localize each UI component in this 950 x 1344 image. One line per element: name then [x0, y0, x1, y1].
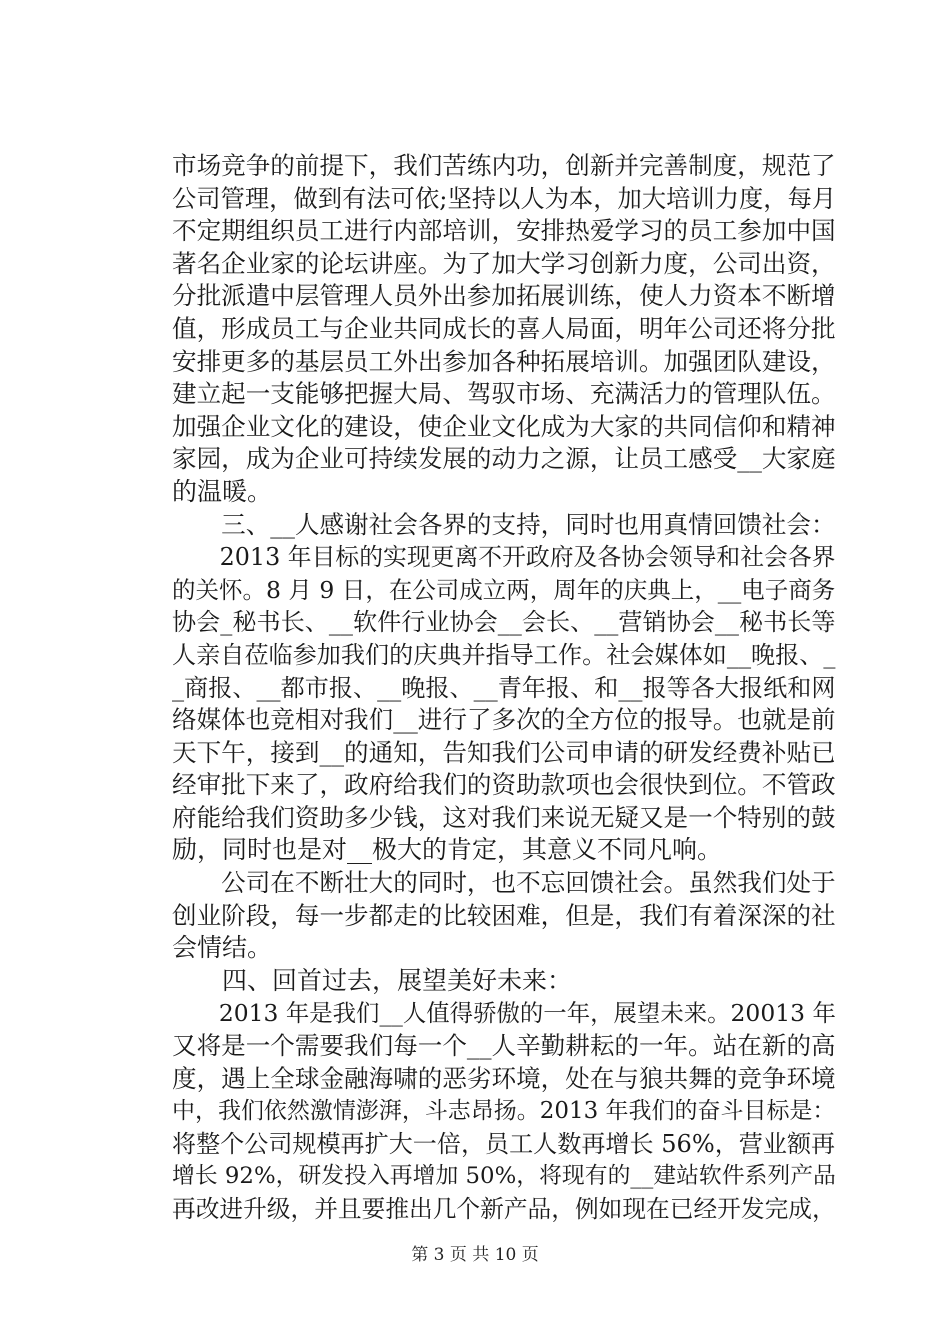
- text-line: 市场竞争的前提下，我们苦练内功，创新并完善制度，规范了: [172, 151, 836, 180]
- text-line: 将整个公司规模再扩大一倍，员工人数再增长 56%，营业额再: [172, 1129, 836, 1158]
- text-line: 家园，成为企业可持续发展的动力之源，让员工感受__大家庭: [172, 444, 836, 474]
- text-line: 励，同时也是对__极大的肯定，其意义不同凡响。: [172, 835, 723, 865]
- text-line: 会情结。: [172, 933, 273, 963]
- text-line: 再改进升级，并且要推出几个新产品，例如现在已经开发完成，: [172, 1195, 836, 1223]
- text-line: 安排更多的基层员工外出参加各种拓展培训。加强团队建设，: [172, 346, 836, 376]
- text-line: 经审批下来了，政府给我们的资助款项也会很快到位。不管政: [172, 770, 836, 800]
- text-line: 值，形成员工与企业共同成长的喜人局面，明年公司还将分批: [172, 313, 836, 343]
- text-line: 的关怀。8 月 9 日，在公司成立两，周年的庆典上，__电子商务: [172, 575, 836, 604]
- section-heading: 三、__人感谢社会各界的支持，同时也用真情回馈社会：: [172, 509, 836, 539]
- text-line: 人亲自莅临参加我们的庆典并指导工作。社会媒体如__晚报、_: [172, 640, 836, 669]
- text-line: 创业阶段，每一步都走的比较困难，但是，我们有着深深的社: [172, 900, 836, 930]
- text-line: 天下午，接到__的通知，告知我们公司申请的研发经费补贴已: [172, 737, 836, 767]
- body-text: [172, 150, 836, 1226]
- text-line: 加强企业文化的建设，使企业文化成为大家的共同信仰和精神: [172, 411, 836, 441]
- text-line: _商报、__都市报、__晚报、__青年报、和__报等各大报纸和网: [172, 673, 836, 702]
- text-line: 中，我们依然激情澎湃，斗志昂扬。2013 年我们的奋斗目标是：: [172, 1098, 836, 1125]
- text-line: 公司在不断壮大的同时，也不忘回馈社会。虽然我们处于: [172, 868, 836, 898]
- text-line: 2013 年是我们__人值得骄傲的一年，展望未来。20013 年: [172, 999, 836, 1028]
- text-line: 又将是一个需要我们每一个__人辛勤耕耘的一年。站在新的高: [172, 1031, 836, 1061]
- text-line: 公司管理，做到有法可依;坚持以人为本，加大培训力度，每月: [172, 183, 837, 213]
- text-line: 著名企业家的论坛讲座。为了加大学习创新力度，公司出资，: [172, 248, 836, 278]
- section-heading: 四、回首过去，展望美好未来：: [172, 965, 573, 995]
- text-line: 分批派遣中层管理人员外出参加拓展训练，使人力资本不断增: [172, 281, 836, 311]
- text-line: 度，遇上全球金融海啸的恶劣环境，处在与狼共舞的竞争环境: [172, 1063, 836, 1093]
- text-line: 增长 92%，研发投入再增加 50%，将现有的__建站软件系列产品: [172, 1163, 836, 1190]
- text-line: 府能给我们资助多少钱，这对我们来说无疑又是一个特别的鼓: [172, 802, 836, 832]
- text-line: 的温暖。: [172, 476, 273, 506]
- text-line: 协会_秘书长、__软件行业协会__会长、__营销协会__秘书长等: [172, 608, 836, 637]
- text-line: 不定期组织员工进行内部培训，安排热爱学习的员工参加中国: [172, 216, 836, 246]
- text-line: 络媒体也竞相对我们__进行了多次的全方位的报导。也就是前: [172, 705, 836, 735]
- page-footer: 第 3 页 共 10 页: [411, 1245, 539, 1265]
- text-line: 建立起一支能够把握大局、驾驭市场、充满活力的管理队伍。: [172, 379, 836, 409]
- text-line: 2013 年目标的实现更离不开政府及各协会领导和社会各界: [172, 543, 836, 572]
